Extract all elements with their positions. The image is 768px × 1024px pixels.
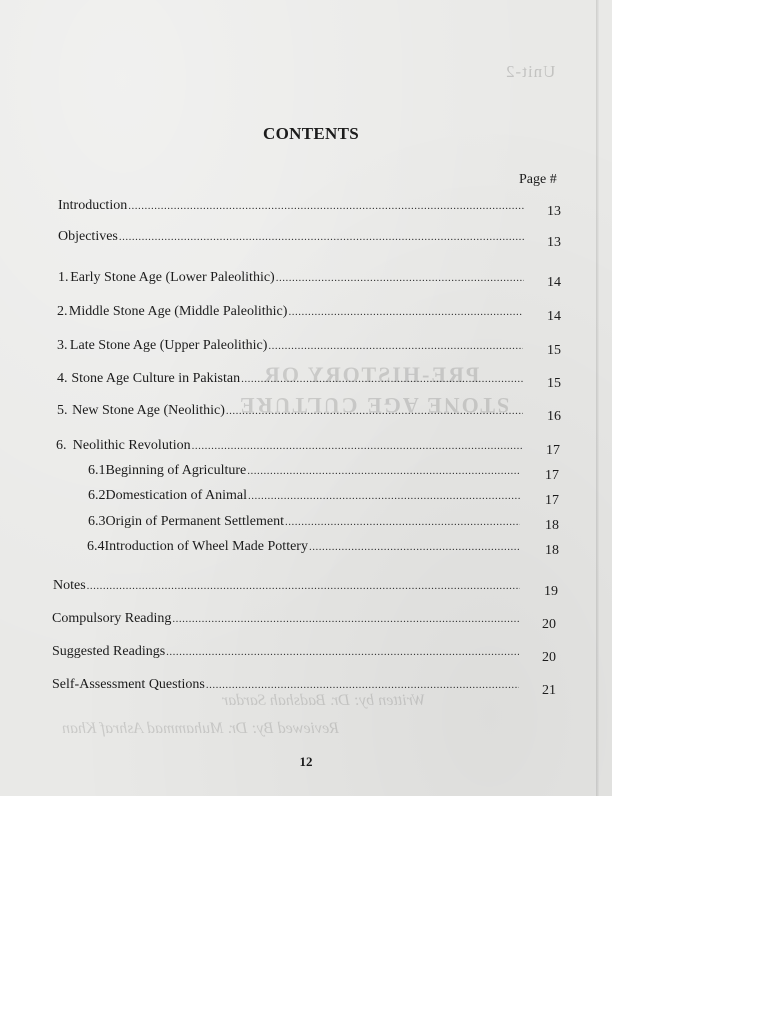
- toc-entry-page: 18: [545, 543, 559, 558]
- leader-dots: [119, 231, 524, 243]
- toc-entry-5: [57, 403, 524, 423]
- bleed-through-unit: Unit-2: [505, 62, 556, 81]
- toc-entry-number: 6.2: [88, 488, 106, 503]
- leader-dots: [128, 200, 524, 212]
- bleed-through-written-by: Written by: Dr. Badshah Sardar: [222, 692, 426, 709]
- leader-dots: [248, 490, 521, 502]
- leader-dots: [276, 272, 524, 284]
- toc-entry-title: Stone Age Culture in Pakistan: [71, 371, 241, 386]
- toc-entry-page: 17: [545, 493, 559, 508]
- page-number: 12: [299, 754, 313, 769]
- toc-entry-title: Compulsory Reading: [52, 611, 172, 626]
- toc-entry-number: 2.: [57, 304, 68, 319]
- toc-entry-number: 1.: [58, 270, 69, 285]
- toc-entry-page: 15: [547, 343, 561, 358]
- toc-entry-title: Notes: [53, 578, 86, 593]
- toc-entry-title: Objectives: [58, 229, 118, 244]
- toc-entry-6: [56, 438, 523, 458]
- leader-dots: [309, 541, 520, 553]
- toc-entry-title: Late Stone Age (Upper Paleolithic): [69, 338, 268, 353]
- toc-entry-number: 6.: [56, 438, 67, 453]
- leader-dots: [226, 405, 523, 417]
- leader-dots: [87, 580, 520, 592]
- toc-entry-title: New Stone Age (Neolithic): [72, 403, 225, 418]
- toc-entry-6-2: [88, 488, 522, 508]
- toc-entry-page: 13: [547, 235, 561, 250]
- toc-entry-page: 18: [545, 518, 559, 533]
- toc-entry-title: Domestication of Animal: [105, 488, 248, 503]
- page-column-label: Page #: [519, 172, 557, 187]
- leader-dots: [285, 516, 520, 528]
- toc-entry-1: [58, 270, 525, 290]
- toc-entry-page: 16: [547, 409, 561, 424]
- bleed-through-title-line2: STONE AGE CULTURE: [238, 393, 510, 418]
- toc-entry-notes: [53, 578, 521, 598]
- toc-entry-2: [57, 304, 524, 324]
- leader-dots: [192, 440, 522, 452]
- leader-dots: [206, 679, 519, 691]
- leader-dots: [166, 646, 519, 658]
- toc-entry-6-4: [87, 539, 521, 559]
- toc-entry-compulsory-reading: [52, 611, 521, 631]
- toc-entry-page: 21: [542, 683, 556, 698]
- toc-entry-page: 19: [544, 584, 558, 599]
- toc-entry-title: Introduction of Wheel Made Pottery: [104, 539, 308, 554]
- toc-entry-3: [57, 338, 524, 358]
- leader-dots: [247, 465, 521, 477]
- toc-entry-title: Suggested Readings: [52, 644, 166, 659]
- toc-entry-title: Introduction: [58, 198, 128, 213]
- toc-entry-page: 14: [547, 275, 561, 290]
- toc-entry-4: [57, 371, 524, 391]
- toc-entry-title: Self-Assessment Questions: [52, 677, 205, 692]
- toc-entry-title: Middle Stone Age (Middle Paleolithic): [68, 304, 288, 319]
- toc-entry-title: Early Stone Age (Lower Paleolithic): [70, 270, 275, 285]
- toc-entry-number: 6.4: [87, 539, 105, 554]
- toc-entry-self-assessment: [52, 677, 520, 697]
- leader-dots: [241, 373, 523, 385]
- toc-entry-suggested-readings: [52, 644, 520, 664]
- toc-entry-introduction: [58, 198, 525, 218]
- toc-entry-number: 4.: [57, 371, 68, 386]
- toc-entry-title: Neolithic Revolution: [72, 438, 191, 453]
- page-edge-shadow: [596, 0, 599, 796]
- toc-entry-number: 6.3: [88, 514, 106, 529]
- toc-entry-page: 13: [547, 204, 561, 219]
- bleed-through-reviewed-by: Reviewed By: Dr. Muhammad Ashraf Khan: [62, 720, 339, 737]
- toc-entry-page: 14: [547, 309, 561, 324]
- bleed-through-title-line1: PRE-HISTORY OR: [262, 362, 480, 387]
- toc-entry-number: 6.1: [88, 463, 106, 478]
- toc-entry-number: 5.: [57, 403, 68, 418]
- toc-entry-title: Beginning of Agriculture: [105, 463, 247, 478]
- toc-entry-objectives: [58, 229, 525, 249]
- toc-entry-page: 20: [542, 650, 556, 665]
- leader-dots: [288, 306, 523, 318]
- toc-entry-number: 3.: [57, 338, 68, 353]
- contents-heading: CONTENTS: [263, 124, 359, 143]
- toc-entry-6-1: [88, 463, 522, 483]
- toc-entry-page: 17: [545, 468, 559, 483]
- toc-entry-6-3: [88, 514, 521, 534]
- toc-entry-page: 15: [547, 376, 561, 391]
- toc-entry-page: 20: [542, 617, 556, 632]
- toc-entry-title: Origin of Permanent Settlement: [105, 514, 284, 529]
- leader-dots: [172, 613, 520, 625]
- leader-dots: [268, 340, 523, 352]
- toc-entry-page: 17: [546, 443, 560, 458]
